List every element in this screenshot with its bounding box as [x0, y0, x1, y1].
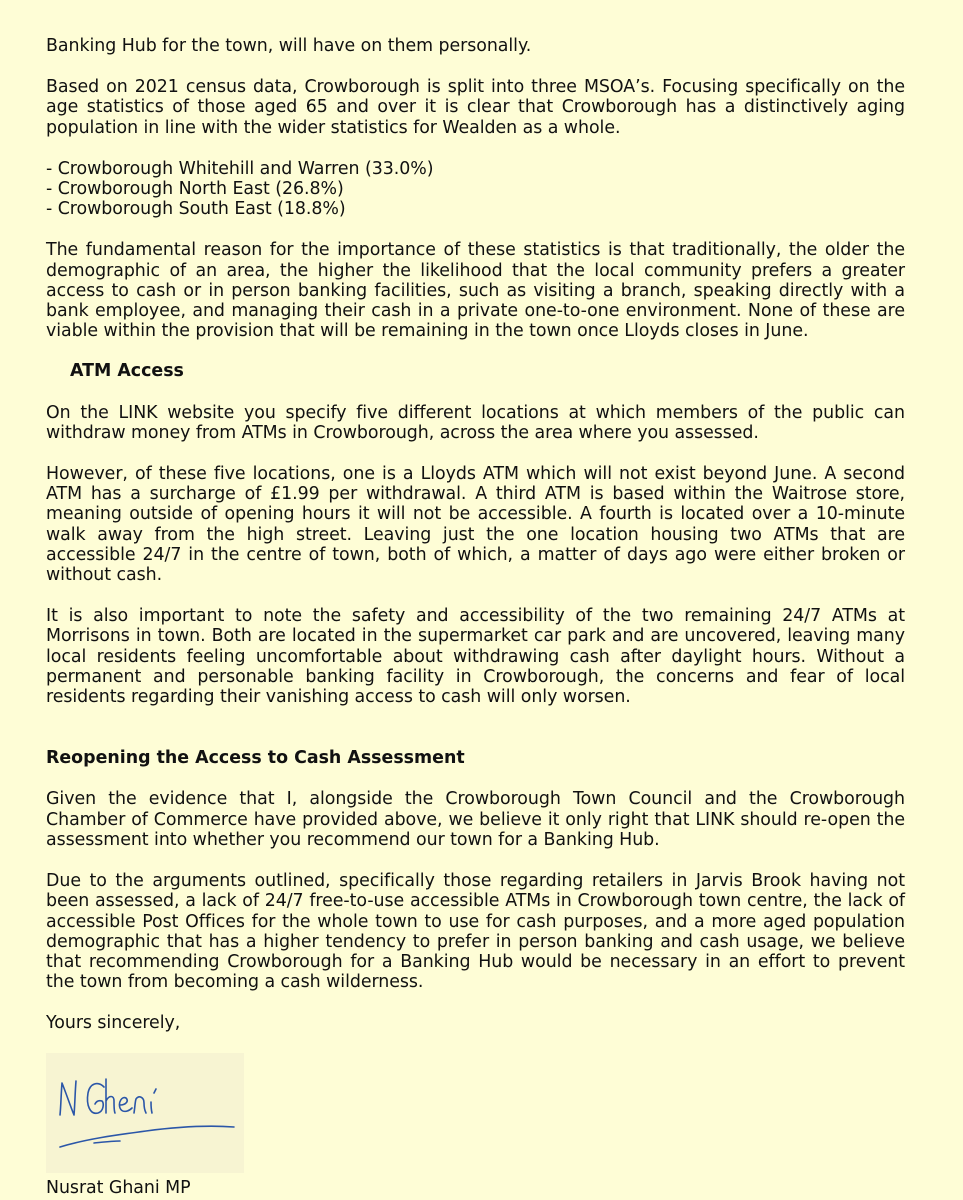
importance-paragraph: The fundamental reason for the importance of these statistics is that traditionally, the older the demographic of an area, the higher the likelihood that the local community prefers a greater access to cash or in person banking facilities, such as visiting a branch, speaking directly with a bank employee, and managing their cash in a private one-to-one environment. None of these are viable within the provision that will be remaining in the town once Lloyds closes in June. — [46, 240, 905, 342]
reopening-heading: Reopening the Access to Cash Assessment — [46, 748, 465, 769]
signature-image — [46, 1053, 244, 1173]
list-item: - Crowborough Whitehill and Warren (33.0%) — [46, 158, 434, 179]
msoa-list — [46, 159, 905, 220]
atm-access-heading: ATM Access — [70, 361, 184, 382]
intro-fragment: Banking Hub for the town, will have on them personally. — [46, 36, 532, 56]
atm-paragraph-safety: It is also important to note the safety and accessibility of the two remaining 24/7 ATMs at Morrisons in town. Both are located in the supermarket car park and are uncovered, leaving many local residents feeling uncomfortable about withdrawing cash after daylight hours. Without a permanent and personable banking facility in Crowborough, the concerns and fear of local residents regarding their vanishing access to cash will only worsen. — [46, 606, 905, 708]
list-item: - Crowborough North East (26.8%) — [46, 179, 344, 200]
census-paragraph: Based on 2021 census data, Crowborough is split into three MSOA’s. Focusing specifically on the age statistics of those aged 65 and over it is clear that Crowborough has a distinctively aging population in line with the wider statistics for Wealden as a whole. — [46, 77, 905, 138]
reopening-paragraph-evidence: Given the evidence that I, alongside the Crowborough Town Council and the Crowborough Chamber of Commerce have provided above, we believe it only right that LINK should re-open the assessment into whether you recommend our town for a Banking Hub. — [46, 789, 905, 850]
closing-salutation: Yours sincerely, — [46, 1013, 181, 1034]
atm-paragraph-five-locations: However, of these five locations, one is a Lloyds ATM which will not exist beyond June. A second ATM has a surcharge of £1.99 per withdrawal. A third ATM is based within the Waitrose store, meaning outside of opening hours it will not be accessible. A fourth is located over a 10-minute walk away from the high street. Leaving just the one location housing two ATMs that are accessible 24/7 in the centre of town, both of which, a matter of days ago were either broken or without cash. — [46, 464, 905, 586]
signatory-name: Nusrat Ghani MP — [46, 1177, 191, 1198]
reopening-paragraph-arguments: Due to the arguments outlined, specifically those regarding retailers in Jarvis Brook having not been assessed, a lack of 24/7 free-to-use accessible ATMs in Crowborough town centre, the lack of accessible Post Offices for the whole town to use for cash purposes, and a more aged population demographic that has a higher tendency to prefer in person banking and cash usage, we believe that recommending Crowborough for a Banking Hub would be necessary in an effort to prevent the town from becoming a cash wilderness. — [46, 871, 905, 993]
list-item: - Crowborough South East (18.8%) — [46, 199, 346, 220]
atm-paragraph-locations: On the LINK website you specify five different locations at which members of the public can withdraw money from ATMs in Crowborough, across the area where you assessed. — [46, 402, 905, 443]
signature-drawing — [46, 1053, 244, 1173]
